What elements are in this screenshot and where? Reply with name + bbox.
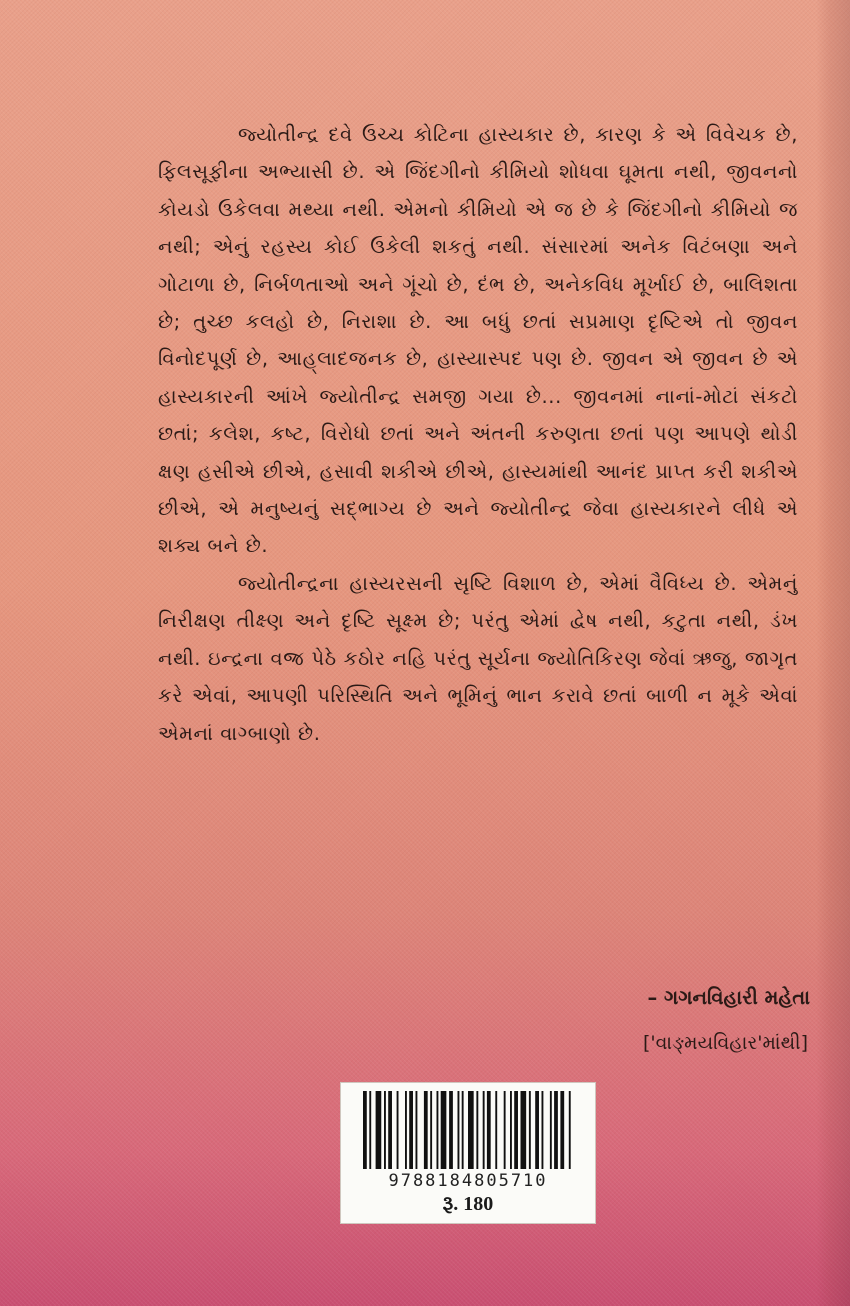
barcode-bar bbox=[405, 1091, 407, 1169]
barcode-bar bbox=[424, 1091, 428, 1169]
barcode-bar bbox=[554, 1091, 558, 1169]
barcode-bar bbox=[363, 1091, 367, 1169]
paragraph-1: જ્યોતીન્દ્ર દવે ઉચ્ચ કોટિના હાસ્યકાર છે, કારણ કે એ વિવેચક છે, ફિલસૂફીના અભ્યાસી છે. એ જિંદગીનો કીમિયો શોધવા ઘૂમતા નથી, જીવનનો કોયડો ઉકેલવા મથ્યા નથી. એમનો કીમિયો એ જ છે કે જિંદગીનો કીમિયો જ નથી; એનું રહસ્ય કોઈ ઉકેલી શકતું નથી. સંસારમાં અનેક વિટંબણા અને ગોટાળા છે, નિર્બળતાઓ અને ગૂંચો છે, દંભ છે, અનેકવિધ મૂર્ખાઈ છે, બાલિશતા છે; તુચ્છ કલહો છે, નિરાશા છે. આ બધું છતાં સપ્રમાણ દૃષ્ટિએ તો જીવન વિનોદપૂર્ણ છે, આહ્‌લાદજનક છે, હાસ્યાસ્પદ પણ છે. જીવન એ જીવન છે એ હાસ્યકારની આંખે જ્યોતીન્દ્ર સમજી ગયા છે... જીવનમાં નાનાં-મોટાં સંકટો છતાં; કલેશ, કષ્ટ, વિરોધો છતાં અને અંતની કરુણતા છતાં પણ આપણે થોડી ક્ષણ હસીએ છીએ, હસાવી શકીએ છીએ, હાસ્યમાંથી આનંદ પ્રાપ્ત કરી શકીએ છીએ, એ મનુષ્યનું સદ્‌ભાગ્ય છે અને જ્યોતીન્દ્ર જેવા હાસ્યકારને લીધે એ શક્ય બને છે. bbox=[158, 123, 798, 558]
barcode-bar bbox=[487, 1091, 491, 1169]
barcode-bar bbox=[430, 1091, 432, 1169]
isbn-number: 9788184805710 bbox=[388, 1171, 548, 1191]
barcode-bar bbox=[521, 1091, 527, 1169]
barcode-bar bbox=[388, 1091, 392, 1169]
barcode-bar bbox=[376, 1091, 382, 1169]
barcode-bar bbox=[560, 1091, 564, 1169]
author-attribution: – ગગનવિહારી મહેતા bbox=[647, 986, 810, 1009]
source-citation: ['વાઙ્‌મયવિહાર'માંથી] bbox=[642, 1032, 808, 1054]
barcode-bar bbox=[462, 1091, 464, 1169]
barcode-icon bbox=[363, 1091, 573, 1169]
barcode-bar bbox=[449, 1091, 453, 1169]
barcode-bar bbox=[542, 1091, 544, 1169]
barcode-bar bbox=[409, 1091, 413, 1169]
price-label: રૂ. 180 bbox=[442, 1193, 494, 1215]
barcode-bar bbox=[476, 1091, 478, 1169]
barcode-bar bbox=[514, 1091, 518, 1169]
paragraph-2: જ્યોતીન્દ્રના હાસ્યરસની સૃષ્ટિ વિશાળ છે, એમાં વૈવિધ્ય છે. એમનું નિરીક્ષણ તીક્ષ્ણ અને દૃષ્ટિ સૂક્ષ્મ છે; પરંતુ એમાં દ્વેષ નથી, કટુતા નથી, ડંખ નથી. ઇન્દ્રના વજ્ર પેઠે કઠોર નહિ પરંતુ સૂર્યના જ્યોતિકિરણ જેવાં ઋજુ, જાગૃત કરે એવાં, આપણી પરિસ્થિતિ અને ભૂમિનું ભાન કરાવે છતાં બાળી ન મૂકે એવાં એમનાં વાગ્બાણો છે. bbox=[158, 571, 798, 745]
barcode-bar bbox=[416, 1091, 418, 1169]
barcode-bar bbox=[495, 1091, 497, 1169]
barcode-bar bbox=[550, 1091, 552, 1169]
barcode-bar bbox=[529, 1091, 531, 1169]
barcode-bar bbox=[468, 1091, 474, 1169]
barcode-bar bbox=[458, 1091, 460, 1169]
barcode-bar bbox=[483, 1091, 485, 1169]
barcode-bar bbox=[397, 1091, 399, 1169]
back-cover-text bbox=[158, 116, 798, 752]
barcode-sticker bbox=[340, 1082, 596, 1224]
barcode-bar bbox=[384, 1091, 386, 1169]
barcode-bar bbox=[504, 1091, 506, 1169]
barcode-bar bbox=[510, 1091, 512, 1169]
barcode-bar bbox=[369, 1091, 371, 1169]
barcode-bar bbox=[441, 1091, 447, 1169]
barcode-bar bbox=[437, 1091, 439, 1169]
barcode-bar bbox=[535, 1091, 539, 1169]
spine-shadow bbox=[816, 0, 850, 1306]
barcode-bar bbox=[569, 1091, 571, 1169]
